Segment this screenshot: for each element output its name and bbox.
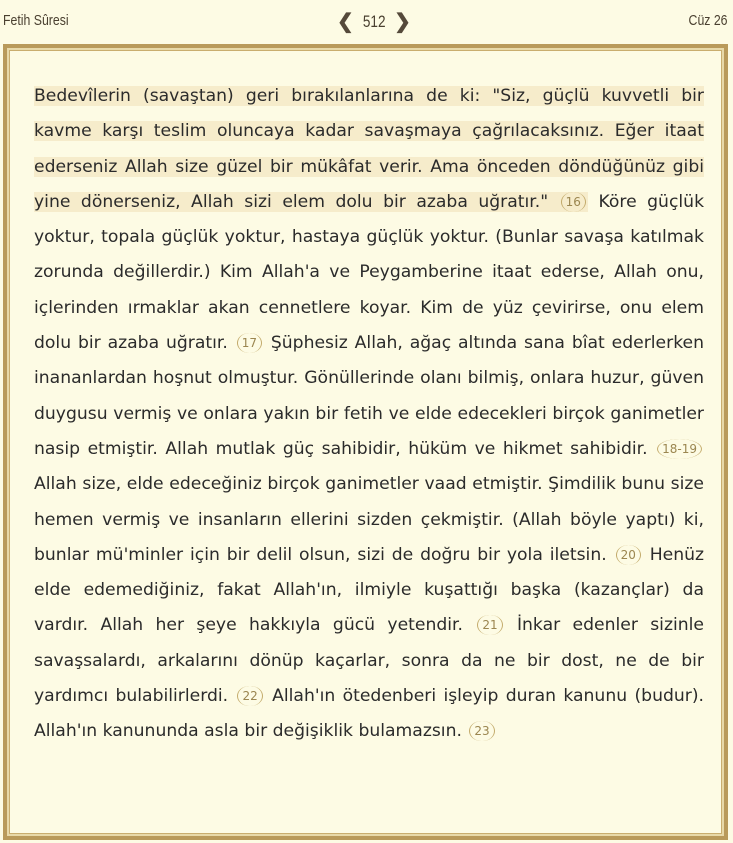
sura-name: Fetih Sûresi (3, 12, 69, 29)
verse-number-marker[interactable]: 20 (616, 545, 641, 565)
verse-text: Şüphesiz Allah, ağaç altında sana bîat ederlerken inananlardan hoşnut olmuştur. Gönüllerinde olanı bilmiş, onlara huzur, güven duygusu vermiş ve onlara yakın bir fetih ve elde edecekleri birçok ganimetler nasip etmiştir. Allah mutlak güç sahibidir, hüküm ve hikmet sahibidir. (34, 333, 704, 459)
verse-text: Allah'ın ötedenberi işleyip duran kanunu (budur). Allah'ın kanununda asla bir değişiklik bulamazsın. (34, 686, 704, 742)
page-frame (3, 44, 728, 840)
translation-text (34, 79, 704, 750)
prev-page-chevron-icon[interactable]: ❮ (337, 11, 354, 33)
next-page-chevron-icon[interactable]: ❯ (394, 11, 411, 33)
verse-text: Henüz elde edemediğiniz, fakat Allah'ın, ilmiyle kuşattığı başka (kazançlar) da vardır. Allah her şeye hakkıyla gücü yetendir. (34, 544, 705, 636)
page-navigation (337, 9, 411, 34)
page-number: 512 (362, 11, 386, 31)
verse-text: Köre güçlük yoktur, topala güçlük yoktur, hastaya güçlük yoktur. (Bunlar savaşa katılmak zorunda değillerdir.) Kim Allah'a ve Peygamberine itaat ederse, Allah onu, içlerinden ırmaklar akan cennetlere koyar. Kim de yüz çevirirse, onu elem dolu bir azaba uğratır. (34, 191, 705, 354)
verse-number-marker[interactable]: 18-19 (657, 439, 702, 459)
verse-number-marker[interactable]: 22 (237, 686, 262, 706)
verse-text: Allah size, elde edeceğiniz birçok ganimetler vaad etmiştir. Şimdilik bunu size hemen vermiş ve insanların ellerini sizden çekmiştir. (Allah böyle yaptı) ki, bunlar mü'minler için bir delil olsun, sizi de doğru bir yola iletsin. (34, 474, 704, 565)
verse[interactable] (34, 474, 704, 565)
verse[interactable] (34, 192, 704, 353)
verse-number-marker[interactable]: 17 (237, 333, 262, 353)
verse-number-marker[interactable]: 16 (561, 192, 586, 212)
verse-text: Bedevîlerin (savaştan) geri bırakılanlarına de ki: "Siz, güçlü kuvvetli bir kavme karşı teslim oluncaya kadar savaşmaya çağrılacaksınız. Eğer itaat ederseniz Allah size güzel bir mükâfat verir. Ama önceden döndüğünüz gibi yine dönerseniz, Allah sizi elem dolu bir azaba uğratır." (34, 86, 704, 212)
juz-label: Cüz 26 (689, 12, 728, 29)
verse-number-marker[interactable]: 23 (469, 721, 494, 741)
verse-text: İnkar edenler sizinle savaşsalardı, arkalarını dönüp kaçarlar, sonra da ne bir dost, ne de bir yardımcı bulabilirlerdi. (34, 615, 704, 707)
verse-number-marker[interactable]: 21 (477, 615, 502, 635)
page-header (0, 0, 733, 44)
